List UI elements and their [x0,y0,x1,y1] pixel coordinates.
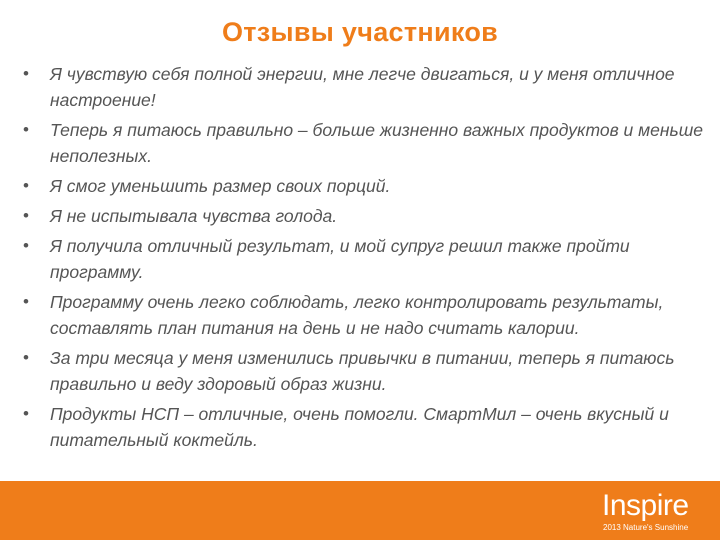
testimonial-text: Я смог уменьшить размер своих порций. [50,176,391,196]
bullet-icon: • [23,120,29,139]
testimonial-item [23,61,703,113]
testimonial-item [23,173,703,199]
logo-wordmark: Inspire [602,489,689,522]
testimonial-item [23,289,703,341]
testimonial-text: Программу очень легко соблюдать, легко контролировать результаты, составлять план питания на день и не надо считать калории. [50,292,664,338]
testimonial-item [23,345,703,397]
inspire-logo [602,490,692,534]
bullet-icon: • [23,236,29,255]
testimonial-text: Я чувствую себя полной энергии, мне легче двигаться, и у меня отличное настроение! [50,64,675,110]
bullet-icon: • [23,348,29,367]
testimonial-item [23,203,703,229]
testimonial-item [23,117,703,169]
testimonial-text: Я получила отличный результат, и мой супруг решил также пройти программу. [50,236,630,282]
testimonial-item [23,233,703,285]
testimonial-text: Продукты НСП – отличные, очень помогли. СмартМил – очень вкусный и питательный коктейль. [50,404,669,450]
testimonial-list [23,61,703,457]
bullet-icon: • [23,404,29,423]
testimonial-item [23,401,703,453]
bullet-icon: • [23,292,29,311]
slide-title: Отзывы участников [221,17,499,47]
logo-subtext: 2013 Nature's Sunshine [603,523,689,532]
bullet-icon: • [23,206,29,225]
bullet-icon: • [23,176,29,195]
testimonial-text: Теперь я питаюсь правильно – больше жизненно важных продуктов и меньше неполезных. [50,120,703,166]
testimonial-text: За три месяца у меня изменились привычки в питании, теперь я питаюсь правильно и веду здоровый образ жизни. [50,348,675,394]
testimonial-text: Я не испытывала чувства голода. [50,206,338,226]
bullet-icon: • [23,64,29,83]
footer-bar [0,481,720,540]
